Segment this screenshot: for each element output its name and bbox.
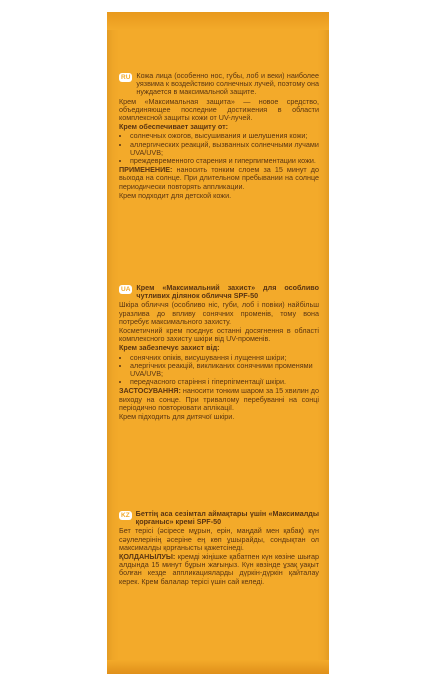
ru-usage-label: ПРИМЕНЕНИЕ: (119, 165, 173, 175)
ua-desc: Косметичний крем поєднує останні досягнення в області комплексного захисту шкіри від UV-променів. (119, 326, 319, 344)
ua-protect-list (119, 354, 319, 387)
section-kz (119, 510, 319, 587)
kz-header (119, 510, 319, 527)
ua-kids: Крем підходить для дитячої шкіри. (119, 412, 235, 422)
product-box (107, 12, 329, 674)
section-ru (119, 72, 319, 201)
list-item: • передчасного старіння і гіперпігментації шкіри. (130, 378, 319, 386)
list-item: • преждевременного старения и гиперпигментации кожи. (130, 157, 319, 165)
ru-usage-text: наносить тонким слоем за 15 минут до выхода на солнце. При длительном пребывании на солнце периодически повторять аппликации. (119, 165, 319, 191)
ru-protects-title: Крем обеспечивает защиту от: (119, 122, 228, 132)
ru-kids: Крем подходит для детской кожи. (119, 190, 232, 200)
kz-usage-text: кремді жіңішке қабатпен күн көзіне шығар алдында 15 минут бұрын жағыңыз. Күн көзінде ұзақ уақыт болған кезде аппликацияларды дүркін-дүркін қайталау керек. Крем балалар терісі үшін сай келеді. (119, 552, 319, 586)
box-bottom-edge (107, 660, 329, 674)
ua-usage-label: ЗАСТОСУВАННЯ: (119, 386, 181, 396)
kz-usage-label: ҚОЛДАНЫЛУЫ: (119, 552, 176, 562)
list-item: • алергічних реакцій, викликаних сонячними променями UVA/UVB; (130, 362, 319, 378)
ua-usage-text: наносити тонким шаром за 15 хвилин до виходу на сонце. При тривалому перебуванні на сонці періодично повторювати аплікації. (119, 386, 319, 412)
kz-title: Беттің аса сезімтал аймақтары үшін «Максималды қорғаныс» кремі SPF-50 (135, 509, 319, 527)
list-item: • аллергических реакций, вызванных солнечными лучами UVA/UVB; (130, 141, 319, 157)
ua-header (119, 284, 319, 301)
list-item: • сонячних опіків, висушування і лущення шкіри; (130, 354, 319, 362)
ru-usage (119, 166, 319, 191)
ua-usage (119, 387, 319, 412)
ru-intro: Кожа лица (особенно нос, губы, лоб и веки) наиболее уязвима к воздействию солнечных лучей, поэтому она нуждается в максимальной защите. (136, 71, 319, 97)
ru-badge: RU (121, 74, 131, 81)
ru-header (119, 72, 319, 98)
ru-protect-list (119, 132, 319, 165)
kz-intro: Бет терісі (әсіресе мұрын, ерін, маңдай мен қабақ) күн сәулелерінің әсеріне ең көп ұшырайды, сондықтан ол максималды қорғанысты қажетсінеді. (119, 526, 319, 552)
ua-protects-title: Крем забезпечує захист від: (119, 343, 220, 353)
ru-desc: Крем «Максимальная защита» — новое средство, объединяющее последние достижения в области комплексной защиты кожи от UV-лучей. (119, 96, 319, 123)
list-item: • солнечных ожогов, высушивания и шелушения кожи; (130, 132, 319, 140)
box-top-edge (107, 12, 329, 30)
ua-intro: Шкіра обличчя (особливо ніс, губи, лоб і повіки) найбільш уразлива до впливу сонячних променів, тому вона потребує максимального захисту. (119, 300, 319, 326)
kz-badge: KZ (121, 512, 130, 519)
ua-badge: UA (121, 286, 131, 293)
kz-usage (119, 553, 319, 586)
ua-title: Крем «Максимальний захист» для особливо чутливих ділянок обличчя SPF-50 (136, 283, 319, 301)
section-ua (119, 284, 319, 422)
